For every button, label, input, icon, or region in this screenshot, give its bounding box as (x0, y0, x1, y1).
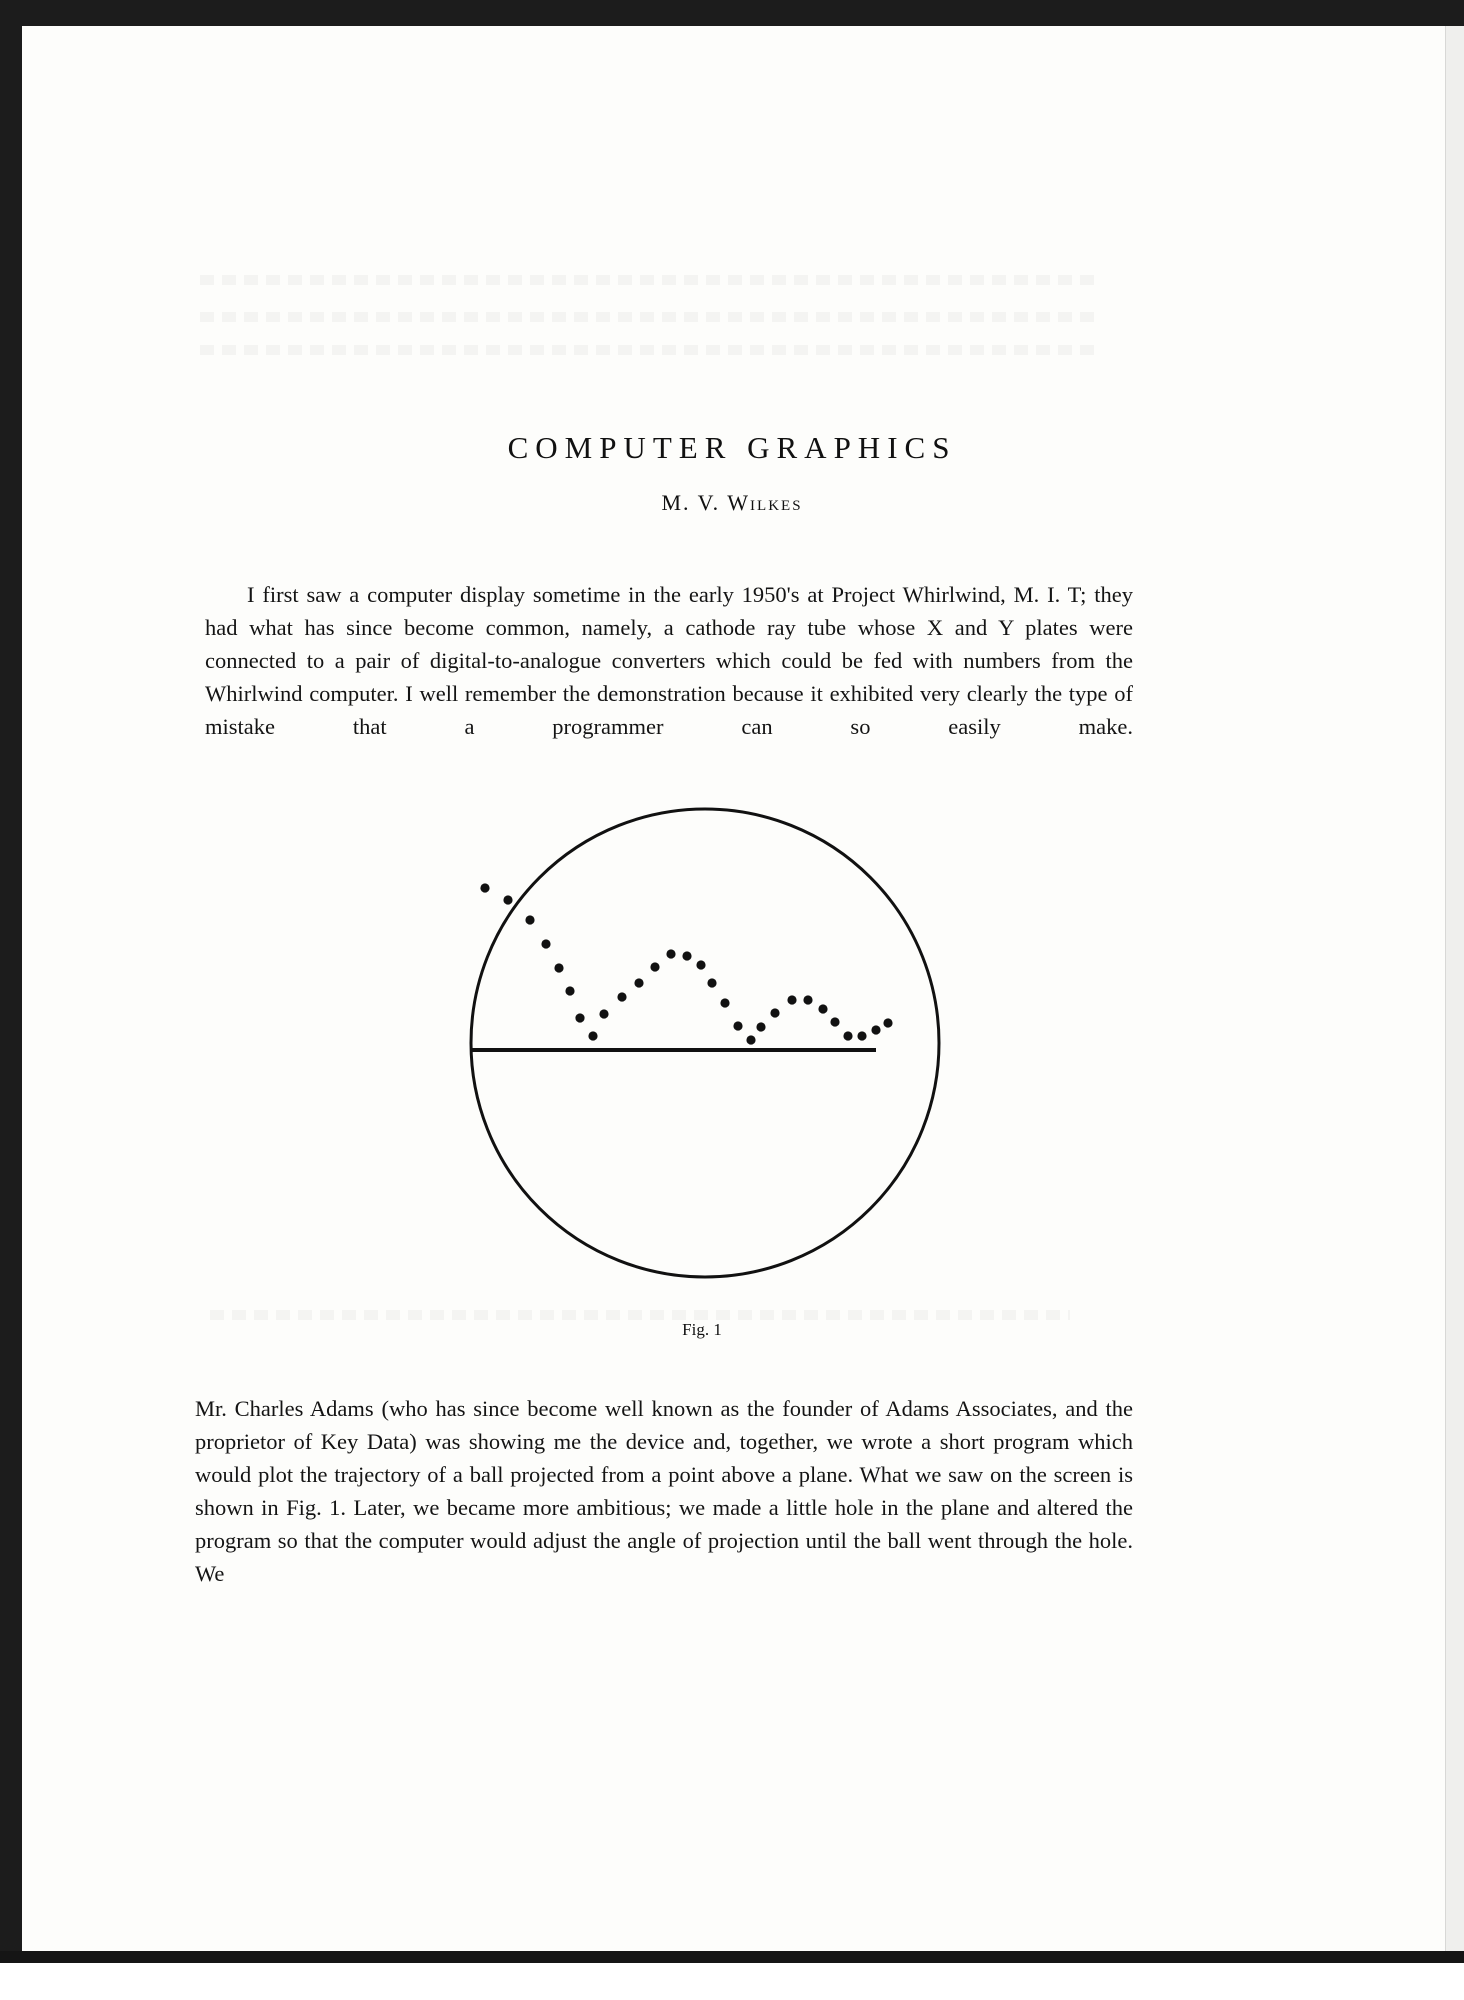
trajectory-dot (503, 895, 512, 904)
trajectory-dot (871, 1025, 880, 1034)
trajectory-dot (843, 1031, 852, 1040)
trajectory-dot (575, 1013, 584, 1022)
trajectory-dot (617, 992, 626, 1001)
trajectory-dot (666, 949, 675, 958)
figure-caption: Fig. 1 (682, 1320, 722, 1339)
body-paragraph-1: I first saw a computer display sometime in the early 1950's at Project Whirlwind, M. I. T; they had what has since become common, namely, a cathode ray tube whose X and Y plates were connected to a pair of digital-to-analogue converters which could be fed with numbers from the Whirlwind computer. I well remember the demonstration because it exhibited very clearly the type of mistake that a programmer can so easily make. (205, 582, 1133, 739)
trajectory-dot (650, 962, 659, 971)
show-through-texture (200, 345, 1100, 355)
trajectory-dot (770, 1008, 779, 1017)
trajectory-dot (883, 1018, 892, 1027)
ball-trajectory-dots (480, 883, 892, 1044)
trajectory-dot (696, 960, 705, 969)
trajectory-dot (541, 939, 550, 948)
article-author: M. V. Wilkes (661, 490, 803, 515)
trajectory-dot (733, 1021, 742, 1030)
trajectory-dot (565, 986, 574, 995)
trajectory-dot (588, 1031, 597, 1040)
trajectory-dot (787, 995, 796, 1004)
trajectory-dot (746, 1035, 755, 1044)
trajectory-dot (756, 1022, 765, 1031)
scan-bottom-border (0, 1951, 1464, 2000)
crt-screen-outline (471, 809, 939, 1277)
trajectory-dot (554, 963, 563, 972)
show-through-texture (210, 1310, 1070, 1320)
trajectory-dot (720, 998, 729, 1007)
trajectory-dot (803, 995, 812, 1004)
trajectory-dot (599, 1009, 608, 1018)
trajectory-dot (634, 978, 643, 987)
body-paragraph-2: Mr. Charles Adams (who has since become well known as the founder of Adams Associates, and the proprietor of Key Data) was showing me the device and, together, we wrote a short program which would plot the trajectory of a ball projected from a point above a plane. What we saw on the screen is shown in Fig. 1. Later, we became more ambitious; we made a little hole in the plane and altered the program so that the computer would adjust the angle of projection until the ball went through the hole. We (195, 1396, 1133, 1586)
trajectory-dot (480, 883, 489, 892)
trajectory-dot (682, 951, 691, 960)
trajectory-figure (455, 793, 955, 1293)
show-through-texture (200, 312, 1100, 322)
trajectory-dot (707, 978, 716, 987)
article-title: COMPUTER GRAPHICS (507, 430, 957, 465)
show-through-texture (200, 275, 1100, 285)
trajectory-dot (857, 1031, 866, 1040)
trajectory-dot (830, 1017, 839, 1026)
trajectory-dot (818, 1004, 827, 1013)
trajectory-dot (525, 915, 534, 924)
page-edge (1445, 26, 1464, 1951)
